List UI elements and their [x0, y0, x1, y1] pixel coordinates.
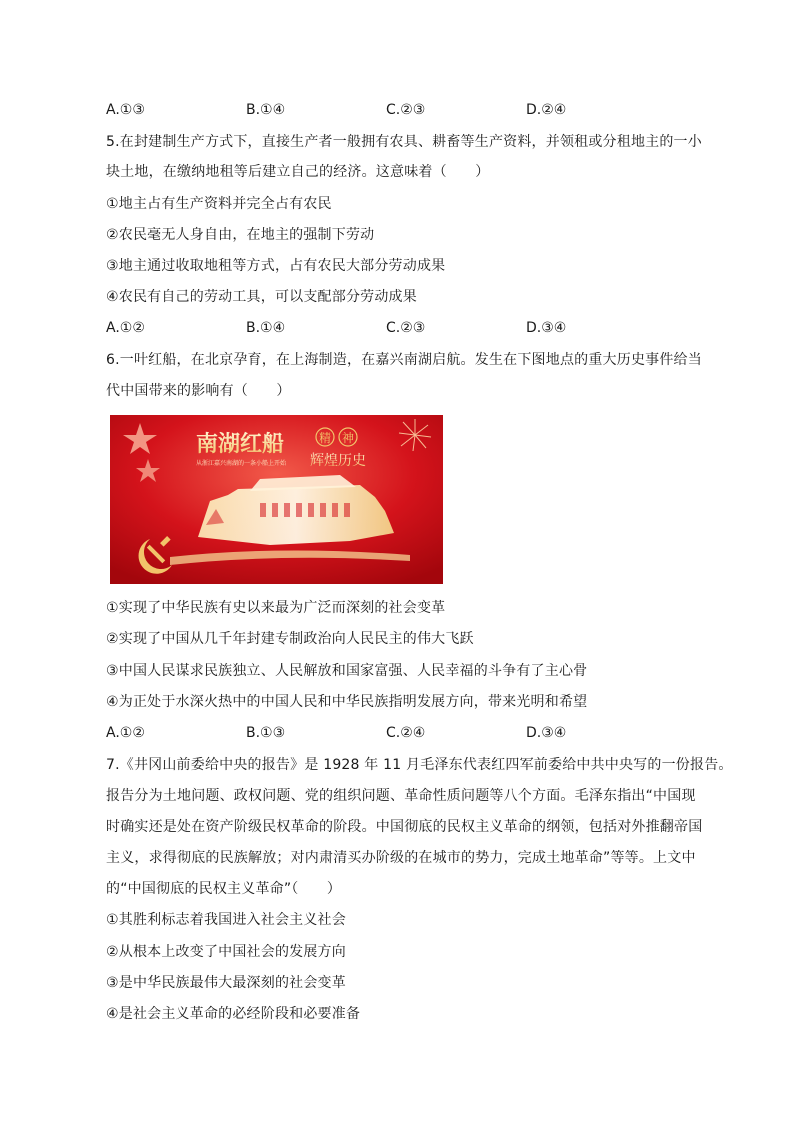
q5-option-c: C.②③ [386, 320, 426, 336]
q7-item-1: ①其胜利标志着我国进入社会主义社会 [106, 912, 346, 928]
q5-option-b: B.①④ [246, 320, 286, 336]
q4-option-c: C.②③ [386, 102, 426, 118]
q7-item-3: ③是中华民族最伟大最深刻的社会变革 [106, 975, 346, 991]
q5-item-4: ④农民有自己的劳动工具，可以支配部分劳动成果 [106, 289, 417, 305]
q5-option-a: A.①② [106, 320, 145, 336]
banner-badge-1: 精 [319, 431, 332, 445]
q6-item-3: ③中国人民谋求民族独立、人民解放和国家富强、人民幸福的斗争有了主心骨 [106, 663, 588, 679]
banner-slogan: 辉煌历史 [310, 453, 366, 469]
banner-title: 南湖红船 [196, 432, 285, 457]
q6-item-4: ④为正处于水深火热中的中国人民和中华民族指明发展方向，带来光明和希望 [106, 694, 588, 710]
q6-option-c: C.②④ [386, 725, 426, 741]
q5-item-3: ③地主通过收取地租等方式，占有农民大部分劳动成果 [106, 258, 446, 274]
q5-stem-line-2: 块土地，在缴纳地租等后建立自己的经济。这意味着（ ） [106, 164, 490, 180]
q6-item-1: ①实现了中华民族有史以来最为广泛而深刻的社会变革 [106, 600, 446, 616]
q6-option-b: B.①③ [246, 725, 286, 741]
q4-option-a: A.①③ [106, 102, 145, 118]
q7-item-4: ④是社会主义革命的必经阶段和必要准备 [106, 1006, 361, 1022]
q7-stem-line-2: 报告分为土地问题、政权问题、党的组织问题、革命性质问题等八个方面。毛泽东指出“中国现 [106, 788, 696, 804]
q7-item-2: ②从根本上改变了中国社会的发展方向 [106, 944, 346, 960]
q7-stem-line-3: 时确实还是处在资产阶级民权革命的阶段。中国彻底的民权主义革命的纲领，包括对外推翻帝国 [106, 819, 703, 835]
q5-item-2: ②农民毫无人身自由，在地主的强制下劳动 [106, 227, 375, 243]
banner-subtitle: 从浙江嘉兴南湖的一条小船上开始 [196, 460, 287, 467]
q7-stem-line-1: 7.《井冈山前委给中央的报告》是 1928 年 11 月毛泽东代表红四军前委给中共中央写的一份报告。 [106, 757, 733, 773]
q5-stem-line-1: 5.在封建制生产方式下，直接生产者一般拥有农具、耕畜等生产资料，并领租或分租地主的一小 [106, 134, 702, 150]
q7-stem-line-4: 主义，求得彻底的民族解放；对内肃清买办阶级的在城市的势力，完成土地革命”等等。上文中 [106, 850, 696, 866]
q6-option-a: A.①② [106, 725, 145, 741]
q6-option-d: D.③④ [526, 725, 567, 741]
q6-stem-line-1: 6.一叶红船，在北京孕育，在上海制造，在嘉兴南湖启航。发生在下图地点的重大历史事件给当 [106, 352, 702, 368]
q4-option-d: D.②④ [526, 102, 567, 118]
q6-stem-line-2: 代中国带来的影响有（ ） [106, 383, 291, 399]
q4-option-b: B.①④ [246, 102, 286, 118]
q7-stem-line-5: 的“中国彻底的民权主义革命”（ ） [106, 881, 342, 897]
red-boat-banner-image [110, 415, 443, 584]
q6-item-2: ②实现了中国从几千年封建专制政治向人民民主的伟大飞跃 [106, 631, 474, 647]
q5-item-1: ①地主占有生产资料并完全占有农民 [106, 196, 332, 212]
banner-badge-2: 神 [342, 431, 355, 445]
q5-option-d: D.③④ [526, 320, 567, 336]
